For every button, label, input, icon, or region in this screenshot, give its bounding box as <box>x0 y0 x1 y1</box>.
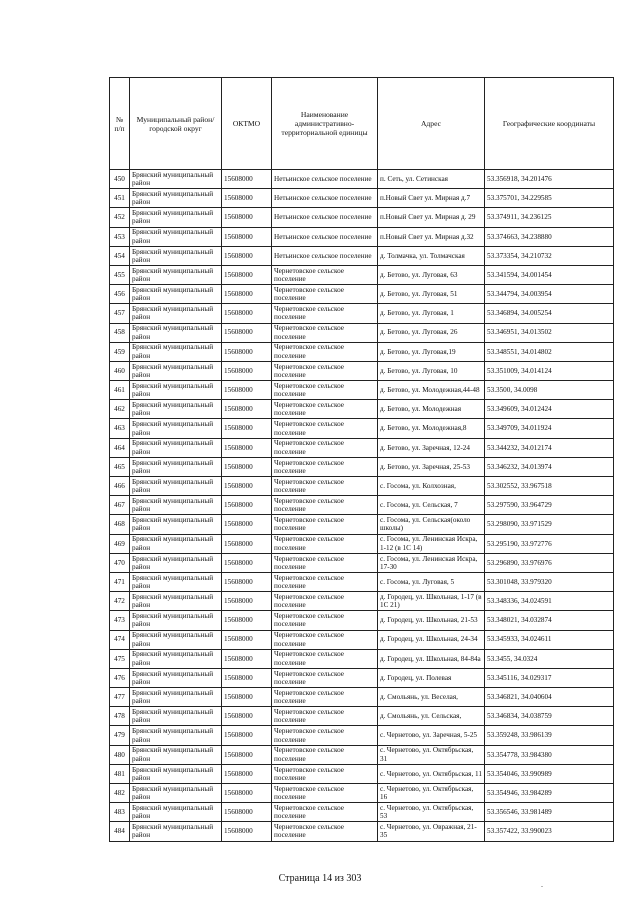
address-cell: д. Бетово, ул. Молодежная,8 <box>378 419 485 438</box>
row-number-cell: 452 <box>110 208 130 227</box>
admin-unit-cell: Чернетовское сельское поселение <box>272 534 378 553</box>
row-number-cell: 468 <box>110 515 130 534</box>
municipality-cell: Брянский муниципальный район <box>130 822 222 841</box>
row-number-cell: 457 <box>110 304 130 323</box>
address-cell: д. Бетово, ул. Луговая, 1 <box>378 304 485 323</box>
municipality-cell: Брянский муниципальный район <box>130 496 222 515</box>
table-row <box>110 784 614 803</box>
oktmo-cell: 15608000 <box>222 400 272 419</box>
address-cell: с. Чернетово, ул. Октябрьская, 31 <box>378 745 485 764</box>
municipality-cell: Брянский муниципальный район <box>130 323 222 342</box>
coords-cell: 53.341594, 34.001454 <box>485 265 614 284</box>
table-row <box>110 515 614 534</box>
address-cell: с. Чернетово, ул. Октябрьская, 16 <box>378 784 485 803</box>
municipality-cell: Брянский муниципальный район <box>130 477 222 496</box>
coords-cell: 53.344232, 34.012174 <box>485 438 614 457</box>
admin-unit-cell: Нетьинское сельское поселение <box>272 208 378 227</box>
admin-unit-cell: Чернетовское сельское поселение <box>272 438 378 457</box>
admin-unit-cell: Чернетовское сельское поселение <box>272 764 378 783</box>
table-row <box>110 553 614 572</box>
address-cell: с. Госома, ул. Сельская(около школы) <box>378 515 485 534</box>
municipality-cell: Брянский муниципальный район <box>130 707 222 726</box>
municipality-cell: Брянский муниципальный район <box>130 803 222 822</box>
address-cell: д. Бетово, ул. Заречная, 12-24 <box>378 438 485 457</box>
admin-unit-cell: Чернетовское сельское поселение <box>272 784 378 803</box>
row-number-cell: 479 <box>110 726 130 745</box>
row-number-cell: 467 <box>110 496 130 515</box>
oktmo-cell: 15608000 <box>222 246 272 265</box>
table-row <box>110 745 614 764</box>
coords-cell: 53.351009, 34.014124 <box>485 361 614 380</box>
table-row <box>110 457 614 476</box>
header-coords: Географические координаты <box>485 78 614 170</box>
coords-cell: 53.375701, 34.229585 <box>485 189 614 208</box>
coords-cell: 53.356546, 33.981489 <box>485 803 614 822</box>
admin-unit-cell: Чернетовское сельское поселение <box>272 630 378 649</box>
address-cell: д. Бетово, ул. Луговая, 63 <box>378 265 485 284</box>
row-number-cell: 471 <box>110 572 130 591</box>
admin-unit-cell: Чернетовское сельское поселение <box>272 592 378 611</box>
address-cell: с. Госома, ул. Ленинская Искра, 1-12 (в 1С 14) <box>378 534 485 553</box>
row-number-cell: 478 <box>110 707 130 726</box>
table-row <box>110 822 614 841</box>
oktmo-cell: 15608000 <box>222 285 272 304</box>
oktmo-cell: 15608000 <box>222 265 272 284</box>
municipality-cell: Брянский муниципальный район <box>130 170 222 189</box>
municipality-cell: Брянский муниципальный район <box>130 285 222 304</box>
oktmo-cell: 15608000 <box>222 553 272 572</box>
coords-cell: 53.357422, 33.990023 <box>485 822 614 841</box>
coords-cell: 53.359248, 33.986139 <box>485 726 614 745</box>
oktmo-cell: 15608000 <box>222 438 272 457</box>
admin-unit-cell: Чернетовское сельское поселение <box>272 323 378 342</box>
oktmo-cell: 15608000 <box>222 419 272 438</box>
admin-unit-cell: Чернетовское сельское поселение <box>272 457 378 476</box>
row-number-cell: 464 <box>110 438 130 457</box>
municipality-cell: Брянский муниципальный район <box>130 553 222 572</box>
admin-unit-cell: Чернетовское сельское поселение <box>272 572 378 591</box>
admin-unit-cell: Чернетовское сельское поселение <box>272 745 378 764</box>
oktmo-cell: 15608000 <box>222 515 272 534</box>
table-row <box>110 227 614 246</box>
table-row <box>110 189 614 208</box>
table-row <box>110 592 614 611</box>
table-row <box>110 477 614 496</box>
table-row <box>110 726 614 745</box>
address-cell: д. Бетово, ул. Заречная, 25-53 <box>378 457 485 476</box>
header-municipality: Муниципальный район/городской округ <box>130 78 222 170</box>
oktmo-cell: 15608000 <box>222 457 272 476</box>
coords-cell: 53.349609, 34.012424 <box>485 400 614 419</box>
row-number-cell: 476 <box>110 668 130 687</box>
admin-unit-cell: Чернетовское сельское поселение <box>272 304 378 323</box>
row-number-cell: 456 <box>110 285 130 304</box>
admin-unit-cell: Чернетовское сельское поселение <box>272 419 378 438</box>
municipality-cell: Брянский муниципальный район <box>130 630 222 649</box>
coords-cell: 53.295190, 33.972776 <box>485 534 614 553</box>
table-row <box>110 323 614 342</box>
table-row <box>110 438 614 457</box>
admin-unit-cell: Чернетовское сельское поселение <box>272 668 378 687</box>
oktmo-cell: 15608000 <box>222 227 272 246</box>
coords-cell: 53.348021, 34.032874 <box>485 611 614 630</box>
row-number-cell: 484 <box>110 822 130 841</box>
oktmo-cell: 15608000 <box>222 170 272 189</box>
row-number-cell: 450 <box>110 170 130 189</box>
row-number-cell: 472 <box>110 592 130 611</box>
row-number-cell: 469 <box>110 534 130 553</box>
admin-unit-cell: Чернетовское сельское поселение <box>272 688 378 707</box>
admin-unit-cell: Чернетовское сельское поселение <box>272 611 378 630</box>
admin-unit-cell: Чернетовское сельское поселение <box>272 553 378 572</box>
oktmo-cell: 15608000 <box>222 803 272 822</box>
table-row <box>110 534 614 553</box>
coords-cell: 53.356918, 34.201476 <box>485 170 614 189</box>
table-row <box>110 688 614 707</box>
admin-unit-cell: Чернетовское сельское поселение <box>272 649 378 668</box>
row-number-cell: 453 <box>110 227 130 246</box>
admin-unit-cell: Чернетовское сельское поселение <box>272 342 378 361</box>
address-cell: п.Новый Свет ул. Мирная д. 29 <box>378 208 485 227</box>
table-row <box>110 496 614 515</box>
scan-mark: . <box>541 880 543 889</box>
address-cell: с. Чернетово, ул. Овражная, 21-35 <box>378 822 485 841</box>
coords-cell: 53.373354, 34.210732 <box>485 246 614 265</box>
address-cell: с. Госома, ул. Колхозная, <box>378 477 485 496</box>
oktmo-cell: 15608000 <box>222 649 272 668</box>
oktmo-cell: 15608000 <box>222 611 272 630</box>
oktmo-cell: 15608000 <box>222 784 272 803</box>
municipality-cell: Брянский муниципальный район <box>130 265 222 284</box>
table-row <box>110 764 614 783</box>
row-number-cell: 470 <box>110 553 130 572</box>
table-row <box>110 381 614 400</box>
row-number-cell: 451 <box>110 189 130 208</box>
address-cell: д. Бетово, ул. Молодежная,44-48 <box>378 381 485 400</box>
row-number-cell: 462 <box>110 400 130 419</box>
address-cell: д. Городец, ул. Школьная, 21-53 <box>378 611 485 630</box>
municipality-cell: Брянский муниципальный район <box>130 342 222 361</box>
oktmo-cell: 15608000 <box>222 208 272 227</box>
oktmo-cell: 15608000 <box>222 630 272 649</box>
admin-unit-cell: Чернетовское сельское поселение <box>272 265 378 284</box>
municipality-cell: Брянский муниципальный район <box>130 438 222 457</box>
coords-cell: 53.346894, 34.005254 <box>485 304 614 323</box>
address-cell: с. Чернетово, ул. Октябрьская, 11 <box>378 764 485 783</box>
coords-cell: 53.344794, 34.003954 <box>485 285 614 304</box>
address-cell: д. Городец, ул. Школьная, 1-17 (в 1С 21) <box>378 592 485 611</box>
coords-cell: 53.302552, 33.967518 <box>485 477 614 496</box>
table-row <box>110 803 614 822</box>
address-cell: с. Чернетово, ул. Октябрьская, 53 <box>378 803 485 822</box>
address-cell: д. Городец, ул. Школьная, 84-84а <box>378 649 485 668</box>
address-cell: д. Бетово, ул. Луговая, 10 <box>378 361 485 380</box>
admin-unit-cell: Чернетовское сельское поселение <box>272 477 378 496</box>
table-row <box>110 265 614 284</box>
row-number-cell: 459 <box>110 342 130 361</box>
municipality-cell: Брянский муниципальный район <box>130 208 222 227</box>
coords-cell: 53.346834, 34.038759 <box>485 707 614 726</box>
oktmo-cell: 15608000 <box>222 342 272 361</box>
admin-unit-cell: Нетьинское сельское поселение <box>272 189 378 208</box>
municipality-cell: Брянский муниципальный район <box>130 784 222 803</box>
row-number-cell: 466 <box>110 477 130 496</box>
address-cell: с. Госома, ул. Ленинская Искра, 17-30 <box>378 553 485 572</box>
page-footer: Страница 14 из 303 <box>278 873 362 884</box>
oktmo-cell: 15608000 <box>222 304 272 323</box>
row-number-cell: 465 <box>110 457 130 476</box>
coords-cell: 53.346821, 34.040604 <box>485 688 614 707</box>
coords-cell: 53.354046, 33.990989 <box>485 764 614 783</box>
oktmo-cell: 15608000 <box>222 726 272 745</box>
header-admin-unit: Наименование административно-территориальной единицы <box>272 78 378 170</box>
address-cell: д. Бетово, ул. Луговая, 26 <box>378 323 485 342</box>
address-cell: д. Бетово, ул. Молодежная <box>378 400 485 419</box>
oktmo-cell: 15608000 <box>222 381 272 400</box>
table-row <box>110 400 614 419</box>
admin-unit-cell: Чернетовское сельское поселение <box>272 496 378 515</box>
table-row <box>110 170 614 189</box>
table-row <box>110 361 614 380</box>
table-row <box>110 630 614 649</box>
municipality-cell: Брянский муниципальный район <box>130 534 222 553</box>
oktmo-cell: 15608000 <box>222 668 272 687</box>
oktmo-cell: 15608000 <box>222 477 272 496</box>
row-number-cell: 480 <box>110 745 130 764</box>
oktmo-cell: 15608000 <box>222 361 272 380</box>
table-row <box>110 668 614 687</box>
coords-cell: 53.348551, 34.014802 <box>485 342 614 361</box>
table-row <box>110 707 614 726</box>
municipality-cell: Брянский муниципальный район <box>130 381 222 400</box>
municipality-cell: Брянский муниципальный район <box>130 227 222 246</box>
municipality-cell: Брянский муниципальный район <box>130 246 222 265</box>
municipality-cell: Брянский муниципальный район <box>130 572 222 591</box>
oktmo-cell: 15608000 <box>222 822 272 841</box>
address-cell: д. Смольянь, ул. Веселая, <box>378 688 485 707</box>
oktmo-cell: 15608000 <box>222 572 272 591</box>
oktmo-cell: 15608000 <box>222 534 272 553</box>
admin-unit-cell: Чернетовское сельское поселение <box>272 285 378 304</box>
coords-cell: 53.374911, 34.236125 <box>485 208 614 227</box>
coords-cell: 53.349709, 34.011924 <box>485 419 614 438</box>
municipality-cell: Брянский муниципальный район <box>130 515 222 534</box>
table-body <box>110 170 614 842</box>
municipality-cell: Брянский муниципальный район <box>130 592 222 611</box>
municipality-cell: Брянский муниципальный район <box>130 745 222 764</box>
oktmo-cell: 15608000 <box>222 592 272 611</box>
row-number-cell: 454 <box>110 246 130 265</box>
coords-cell: 53.354946, 33.984289 <box>485 784 614 803</box>
header-address: Адрес <box>378 78 485 170</box>
coords-cell: 53.298090, 33.971529 <box>485 515 614 534</box>
oktmo-cell: 15608000 <box>222 764 272 783</box>
coords-cell: 53.296890, 33.976976 <box>485 553 614 572</box>
municipality-cell: Брянский муниципальный район <box>130 726 222 745</box>
address-cell: д. Городец, ул. Школьная, 24-34 <box>378 630 485 649</box>
admin-unit-cell: Чернетовское сельское поселение <box>272 726 378 745</box>
municipality-cell: Брянский муниципальный район <box>130 668 222 687</box>
address-cell: д. Смольянь, ул. Сельская, <box>378 707 485 726</box>
coords-cell: 53.3455, 34.0324 <box>485 649 614 668</box>
table-row <box>110 285 614 304</box>
municipality-cell: Брянский муниципальный район <box>130 400 222 419</box>
address-cell: д. Городец, ул. Полевая <box>378 668 485 687</box>
oktmo-cell: 15608000 <box>222 323 272 342</box>
admin-unit-cell: Чернетовское сельское поселение <box>272 400 378 419</box>
table-row <box>110 649 614 668</box>
municipality-cell: Брянский муниципальный район <box>130 189 222 208</box>
oktmo-cell: 15608000 <box>222 189 272 208</box>
row-number-cell: 455 <box>110 265 130 284</box>
row-number-cell: 458 <box>110 323 130 342</box>
municipality-cell: Брянский муниципальный район <box>130 361 222 380</box>
oktmo-cell: 15608000 <box>222 745 272 764</box>
address-cell: п.Новый Свет ул. Мирная д.32 <box>378 227 485 246</box>
address-cell: с. Чернетово, ул. Заречная, 5-25 <box>378 726 485 745</box>
oktmo-cell: 15608000 <box>222 688 272 707</box>
coords-cell: 53.301048, 33.979320 <box>485 572 614 591</box>
coords-cell: 53.354778, 33.984380 <box>485 745 614 764</box>
coords-cell: 53.346951, 34.013502 <box>485 323 614 342</box>
municipality-cell: Брянский муниципальный район <box>130 419 222 438</box>
admin-unit-cell: Чернетовское сельское поселение <box>272 361 378 380</box>
header-oktmo: ОКТМО <box>222 78 272 170</box>
row-number-cell: 482 <box>110 784 130 803</box>
municipality-cell: Брянский муниципальный район <box>130 764 222 783</box>
table-row <box>110 419 614 438</box>
admin-unit-cell: Чернетовское сельское поселение <box>272 803 378 822</box>
row-number-cell: 477 <box>110 688 130 707</box>
row-number-cell: 474 <box>110 630 130 649</box>
registry-table <box>109 77 614 842</box>
municipality-cell: Брянский муниципальный район <box>130 688 222 707</box>
oktmo-cell: 15608000 <box>222 496 272 515</box>
address-cell: д. Толмачка, ул. Толмачская <box>378 246 485 265</box>
address-cell: с. Госома, ул. Сельская, 7 <box>378 496 485 515</box>
table-row <box>110 208 614 227</box>
address-cell: д. Бетово, ул. Луговая,19 <box>378 342 485 361</box>
address-cell: п. Сеть, ул. Сетинская <box>378 170 485 189</box>
coords-cell: 53.297590, 33.964729 <box>485 496 614 515</box>
municipality-cell: Брянский муниципальный район <box>130 611 222 630</box>
row-number-cell: 463 <box>110 419 130 438</box>
coords-cell: 53.345933, 34.024611 <box>485 630 614 649</box>
coords-cell: 53.345116, 34.029317 <box>485 668 614 687</box>
admin-unit-cell: Нетьинское сельское поселение <box>272 246 378 265</box>
address-cell: п.Новый Свет ул. Мирная д.7 <box>378 189 485 208</box>
coords-cell: 53.346232, 34.013974 <box>485 457 614 476</box>
address-cell: с. Госома, ул. Луговая, 5 <box>378 572 485 591</box>
admin-unit-cell: Нетьинское сельское поселение <box>272 170 378 189</box>
admin-unit-cell: Чернетовское сельское поселение <box>272 381 378 400</box>
municipality-cell: Брянский муниципальный район <box>130 304 222 323</box>
row-number-cell: 481 <box>110 764 130 783</box>
table-row <box>110 572 614 591</box>
row-number-cell: 475 <box>110 649 130 668</box>
admin-unit-cell: Чернетовское сельское поселение <box>272 822 378 841</box>
admin-unit-cell: Чернетовское сельское поселение <box>272 707 378 726</box>
header-num: № п/п <box>110 78 130 170</box>
row-number-cell: 483 <box>110 803 130 822</box>
row-number-cell: 461 <box>110 381 130 400</box>
table-row <box>110 304 614 323</box>
table-row <box>110 611 614 630</box>
oktmo-cell: 15608000 <box>222 707 272 726</box>
table-row <box>110 342 614 361</box>
address-cell: д. Бетово, ул. Луговая, 51 <box>378 285 485 304</box>
admin-unit-cell: Чернетовское сельское поселение <box>272 515 378 534</box>
row-number-cell: 473 <box>110 611 130 630</box>
coords-cell: 53.3500, 34.0098 <box>485 381 614 400</box>
municipality-cell: Брянский муниципальный район <box>130 649 222 668</box>
admin-unit-cell: Нетьинское сельское поселение <box>272 227 378 246</box>
row-number-cell: 460 <box>110 361 130 380</box>
table-row <box>110 246 614 265</box>
coords-cell: 53.374663, 34.238880 <box>485 227 614 246</box>
coords-cell: 53.348336, 34.024591 <box>485 592 614 611</box>
table-header-row <box>110 78 614 170</box>
municipality-cell: Брянский муниципальный район <box>130 457 222 476</box>
